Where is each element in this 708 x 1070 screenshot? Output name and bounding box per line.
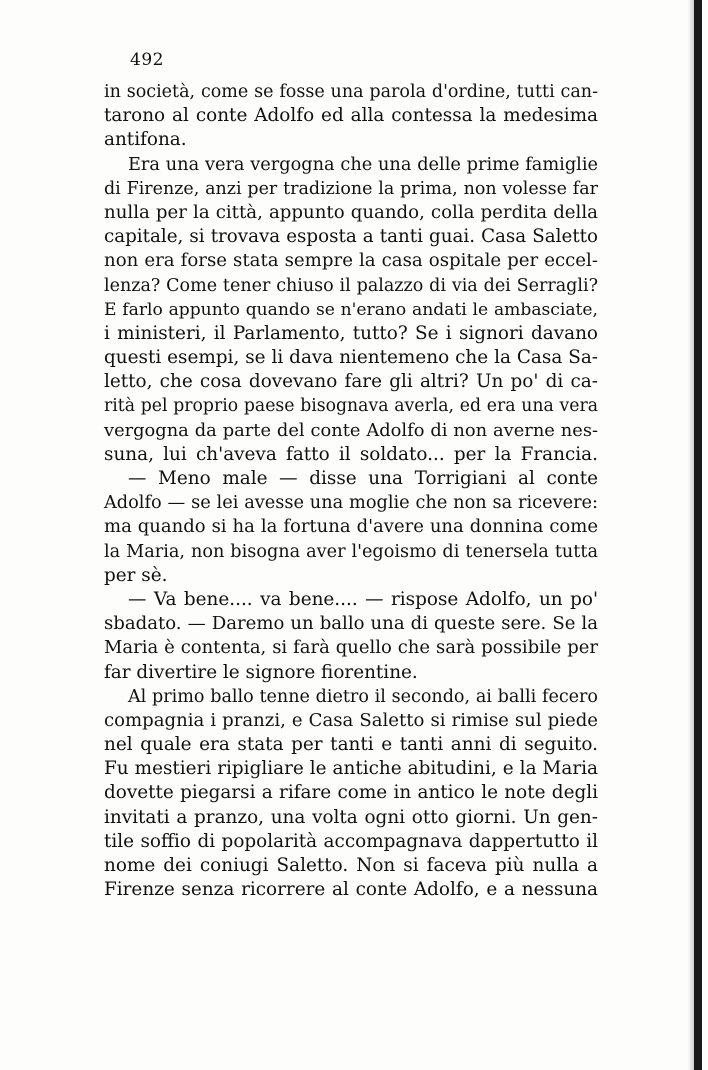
text-line: — Va bene.... va bene.... — rispose Adolfo, un po' (128, 588, 598, 610)
text-line: Firenze senza ricorrere al conte Adolfo, e a nessuna (104, 879, 598, 901)
text-line: Era una vera vergogna che una delle prime famiglie (128, 154, 598, 175)
text-line: di Firenze, anzi per tradizione la prima, non volesse far (104, 178, 598, 199)
body-text (104, 80, 598, 902)
text-line: sbadato. — Daremo un ballo una di queste sere. Se la (104, 613, 598, 635)
text-line: suna, lui ch'aveva fatto il soldato... per la Francia. (104, 443, 598, 465)
text-line: Maria è contenta, si farà quello che sarà possibile per (104, 637, 598, 659)
text-line: capitale, si trovava esposta a tanti guai. Casa Saletto (104, 226, 598, 248)
text-line: per sè. (104, 564, 168, 586)
text-line: nome dei coniugi Saletto. Non si faceva più nulla a (104, 855, 598, 876)
text-line: invitati a pranzo, una volta ogni otto giorni. Un gen- (104, 806, 598, 828)
text-line: questi esempi, se li dava nientemeno che la Casa Sa- (104, 347, 598, 369)
text-line: — Meno male — disse una Torrigiani al conte (128, 468, 598, 489)
text-line: compagnia i pranzi, e Casa Saletto si rimise sul piede (104, 709, 598, 731)
text-line: nel quale era stata per tanti e tanti anni di seguito. (104, 734, 598, 756)
text-line: rità pel proprio paese bisognava averla, ed era una vera (104, 396, 598, 417)
text-line: in società, come se fosse una parola d'ordine, tutti can- (104, 82, 598, 102)
text-line: Fu mestieri ripigliare le antiche abitudini, e la Maria (104, 758, 598, 780)
text-line: letto, che cosa dovevano fare gli altri? Un po' di ca- (104, 371, 598, 393)
text-line: nulla per la città, appunto quando, colla perdita della (104, 201, 598, 223)
text-line: Adolfo — se lei avesse una moglie che non sa ricevere: (104, 493, 598, 514)
text-line: E farlo appunto quando se n'erano andati le ambasciate, (104, 299, 598, 320)
text-line: ma quando si ha la fortuna d'avere una donnina come (104, 516, 598, 538)
text-line: i ministeri, il Parlamento, tutto? Se i signori davano (104, 322, 598, 344)
text-line: tarono al conte Adolfo ed alla contessa la medesima (104, 105, 598, 127)
text-line: Al primo ballo tenne dietro il secondo, ai balli fecero (128, 686, 598, 707)
text-line: la Maria, non bisogna aver l'egoismo di tenersela tutta (104, 541, 598, 562)
binding-edge (694, 0, 702, 1070)
text-line: non era forse stata sempre la casa ospitale per eccel- (104, 250, 598, 272)
text-line: lenza? Come tener chiuso il palazzo di via dei Serragli? (104, 275, 598, 296)
page-number: 492 (130, 50, 164, 70)
text-line: vergogna da parte del conte Adolfo di non averne nes- (104, 419, 598, 441)
text-line: dovette piegarsi a rifare come in antico le note degli (104, 782, 598, 804)
text-line: antifona. (104, 129, 187, 151)
text-line: tile soffio di popolarità accompagnava dappertutto il (104, 830, 598, 852)
text-line: far divertire le signore fiorentine. (104, 661, 418, 683)
